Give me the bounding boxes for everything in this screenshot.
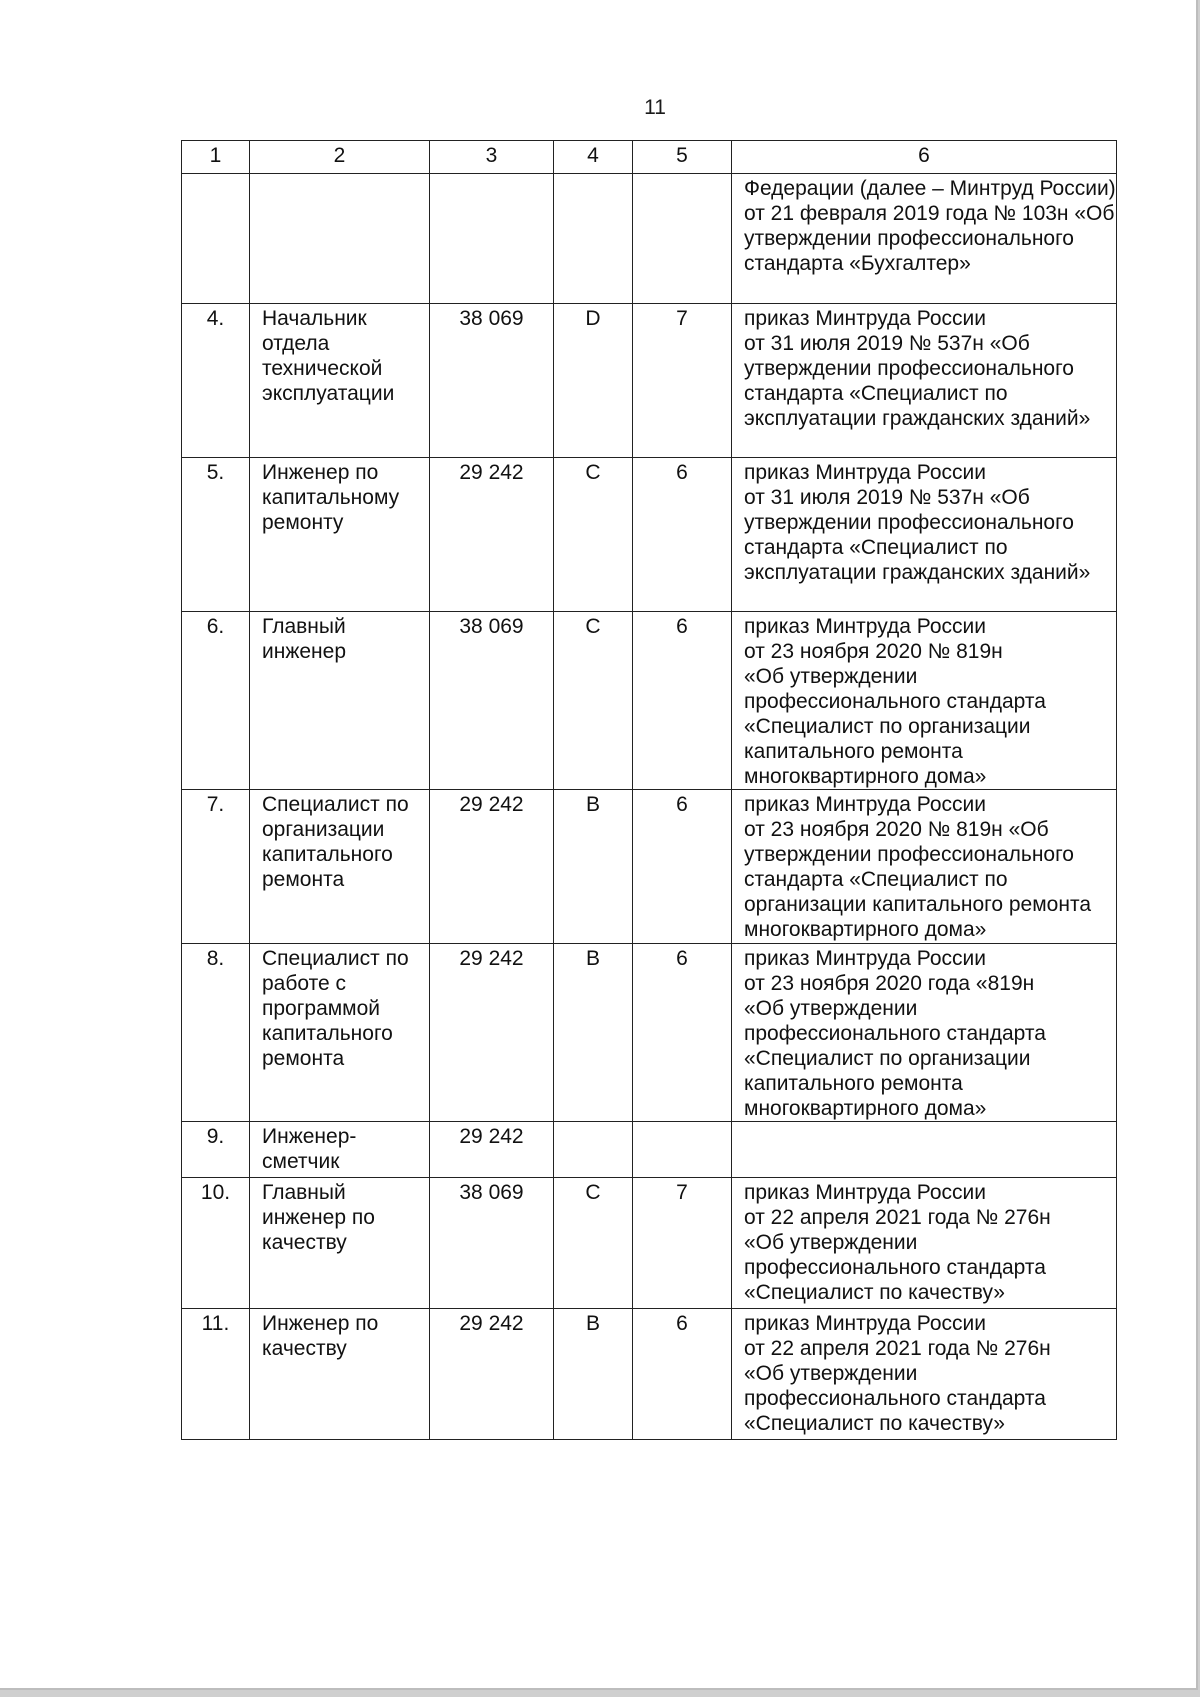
header-cell-6: 6 xyxy=(732,141,1117,174)
salary-cell: 29 242 xyxy=(430,790,554,944)
table-row xyxy=(182,790,1117,944)
header-cell-4: 4 xyxy=(554,141,633,174)
level-cell: C xyxy=(554,612,633,790)
header-cell-2: 2 xyxy=(250,141,430,174)
row-number-cell: 6. xyxy=(182,612,250,790)
row-number-cell: 9. xyxy=(182,1122,250,1178)
basis-cell: приказ Минтруда России от 23 ноября 2020 № 819н «Об утверждении профессионального стандарта «Специалист по организации капитального ремонта многоквартирного дома» xyxy=(732,790,1117,944)
position-cell xyxy=(250,174,430,304)
row-number-cell: 10. xyxy=(182,1178,250,1309)
row-number-cell: 11. xyxy=(182,1309,250,1440)
level-cell: C xyxy=(554,1178,633,1309)
qualification-cell: 7 xyxy=(633,304,732,458)
row-number-cell xyxy=(182,174,250,304)
qualification-cell: 7 xyxy=(633,1178,732,1309)
position-cell: Начальник отдела технической эксплуатации xyxy=(250,304,430,458)
basis-cell xyxy=(732,1122,1117,1178)
table-row xyxy=(182,944,1117,1122)
position-cell: Инженер по капитальному ремонту xyxy=(250,458,430,612)
header-cell-3: 3 xyxy=(430,141,554,174)
salary-cell: 29 242 xyxy=(430,1122,554,1178)
basis-cell: Федерации (далее – Минтруд России) от 21 февраля 2019 года № 103н «Об утверждении профессионального стандарта «Бухгалтер» xyxy=(732,174,1117,304)
position-cell: Инженер по качеству xyxy=(250,1309,430,1440)
basis-cell: приказ Минтруда России от 22 апреля 2021 года № 276н «Об утверждении профессионального стандарта «Специалист по качеству» xyxy=(732,1309,1117,1440)
table-header-row xyxy=(182,141,1117,174)
level-cell: B xyxy=(554,790,633,944)
table-row xyxy=(182,304,1117,458)
basis-cell: приказ Минтруда России от 22 апреля 2021 года № 276н «Об утверждении профессионального стандарта «Специалист по качеству» xyxy=(732,1178,1117,1309)
header-cell-5: 5 xyxy=(633,141,732,174)
row-number-cell: 8. xyxy=(182,944,250,1122)
table-body xyxy=(182,141,1117,1440)
basis-cell: приказ Минтруда России от 23 ноября 2020 № 819н «Об утверждении профессионального стандарта «Специалист по организации капитального ремонта многоквартирного дома» xyxy=(732,612,1117,790)
level-cell: C xyxy=(554,458,633,612)
qualification-cell xyxy=(633,174,732,304)
qualification-cell: 6 xyxy=(633,944,732,1122)
row-number-cell: 7. xyxy=(182,790,250,944)
page-number: 11 xyxy=(644,96,666,119)
positions-table xyxy=(181,140,1117,1440)
salary-cell: 38 069 xyxy=(430,612,554,790)
qualification-cell: 6 xyxy=(633,1309,732,1440)
table-row xyxy=(182,612,1117,790)
salary-cell: 38 069 xyxy=(430,304,554,458)
position-cell: Специалист по организации капитального ремонта xyxy=(250,790,430,944)
basis-cell: приказ Минтруда России от 31 июля 2019 № 537н «Об утверждении профессионального стандарта «Специалист по эксплуатации гражданских зданий» xyxy=(732,304,1117,458)
level-cell: B xyxy=(554,944,633,1122)
header-cell-1: 1 xyxy=(182,141,250,174)
basis-cell: приказ Минтруда России от 23 ноября 2020 года «819н «Об утверждении профессионального стандарта «Специалист по организации капитального ремонта многоквартирного дома» xyxy=(732,944,1117,1122)
table-row xyxy=(182,1178,1117,1309)
salary-cell: 29 242 xyxy=(430,944,554,1122)
position-cell: Главный инженер xyxy=(250,612,430,790)
position-cell: Главный инженер по качеству xyxy=(250,1178,430,1309)
salary-cell: 29 242 xyxy=(430,458,554,612)
level-cell: B xyxy=(554,1309,633,1440)
position-cell: Специалист по работе с программой капитального ремонта xyxy=(250,944,430,1122)
salary-cell: 38 069 xyxy=(430,1178,554,1309)
qualification-cell xyxy=(633,1122,732,1178)
basis-cell: приказ Минтруда России от 31 июля 2019 № 537н «Об утверждении профессионального стандарта «Специалист по эксплуатации гражданских зданий» xyxy=(732,458,1117,612)
position-cell: Инженер-сметчик xyxy=(250,1122,430,1178)
qualification-cell: 6 xyxy=(633,612,732,790)
row-number-cell: 4. xyxy=(182,304,250,458)
level-cell xyxy=(554,174,633,304)
table-row xyxy=(182,1309,1117,1440)
salary-cell xyxy=(430,174,554,304)
table-row xyxy=(182,1122,1117,1178)
level-cell: D xyxy=(554,304,633,458)
qualification-cell: 6 xyxy=(633,790,732,944)
row-number-cell: 5. xyxy=(182,458,250,612)
table-row xyxy=(182,174,1117,304)
level-cell xyxy=(554,1122,633,1178)
qualification-cell: 6 xyxy=(633,458,732,612)
table-row xyxy=(182,458,1117,612)
salary-cell: 29 242 xyxy=(430,1309,554,1440)
